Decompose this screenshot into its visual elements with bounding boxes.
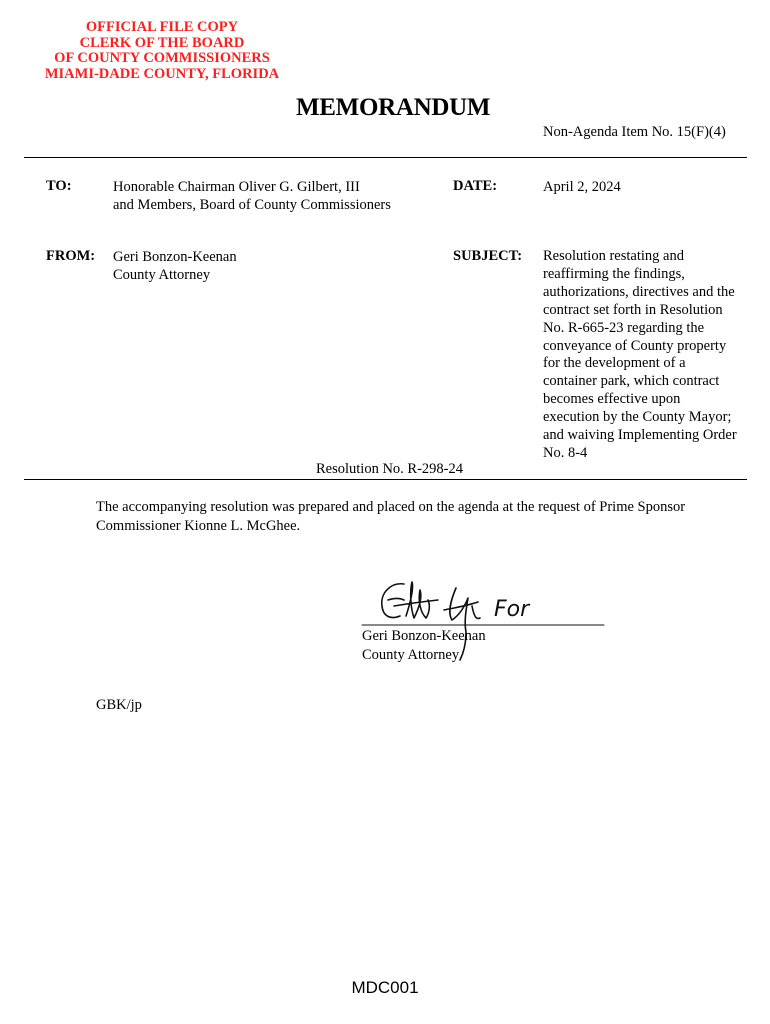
subject-line: authorizations, directives and the <box>543 283 735 300</box>
resolution-number: Resolution No. R-298-24 <box>316 461 464 477</box>
typist-initials: GBK/jp <box>96 697 142 713</box>
to-recipient <box>113 178 391 214</box>
subject-line: Resolution restating and <box>543 248 684 264</box>
official-file-copy-stamp <box>20 20 304 82</box>
stamp-line: OFFICIAL FILE COPY <box>85 19 239 35</box>
from-label: FROM: <box>46 248 96 264</box>
to-label: TO: <box>46 178 72 194</box>
stamp-line: MIAMI-DADE COUNTY, FLORIDA <box>44 65 280 82</box>
agenda-item-number: Non-Agenda Item No. 15(F)(4) <box>543 124 726 140</box>
memo-body <box>96 498 685 536</box>
stamp-line: CLERK OF THE BOARD <box>79 34 245 51</box>
header-divider <box>24 157 747 158</box>
from-line-2: County Attorney <box>113 267 211 283</box>
from-line-1: Geri Bonzon-Keenan <box>113 249 237 265</box>
subject-label: SUBJECT: <box>453 248 523 264</box>
subject-line: contract set forth in Resolution <box>543 301 723 318</box>
memo-title: MEMORANDUM <box>296 94 491 121</box>
subject-line: for the development of a <box>543 355 686 372</box>
stamp-line: OF COUNTY COMMISSIONERS <box>54 50 270 66</box>
body-line: Commissioner Kionne L. McGhee. <box>96 518 301 534</box>
body-divider <box>24 479 747 480</box>
subject-line: and waiving Implementing Order <box>543 427 737 444</box>
signatory-name: Geri Bonzon-Keenan <box>362 628 486 644</box>
subject-text <box>543 248 737 463</box>
to-line-1: Honorable Chairman Oliver G. Gilbert, III <box>113 179 360 195</box>
subject-line: No. R-665-23 regarding the <box>543 319 705 336</box>
date-value: April 2, 2024 <box>543 179 621 195</box>
subject-line: becomes effective upon <box>543 391 681 408</box>
subject-line: conveyance of County property <box>543 337 727 354</box>
signatory-title: County Attorney <box>362 647 460 663</box>
date-label: DATE: <box>453 178 498 194</box>
signature-for-text: For <box>494 597 530 622</box>
from-sender <box>113 248 237 284</box>
subject-line: No. 8-4 <box>543 444 588 461</box>
body-line: The accompanying resolution was prepared and placed on the agenda at the request of Prime Sponsor <box>96 499 686 515</box>
page-footer-id: MDC001 <box>351 978 419 997</box>
to-line-2: and Members, Board of County Commissioners <box>113 197 391 213</box>
subject-line: execution by the County Mayor; <box>543 409 732 426</box>
subject-line: container park, which contract <box>543 373 720 390</box>
subject-line: reaffirming the findings, <box>543 265 685 282</box>
signature-block <box>362 627 486 665</box>
